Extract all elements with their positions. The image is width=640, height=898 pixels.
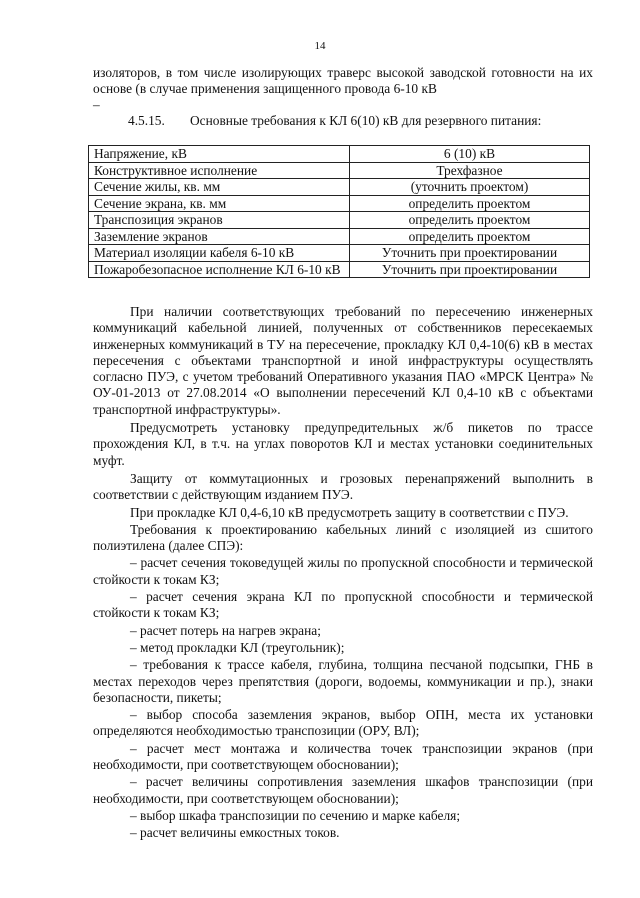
table-cell-param: Материал изоляции кабеля 6-10 кВ [89,245,350,262]
requirements-table [88,145,590,278]
table-row [89,146,590,163]
requirement-item: – расчет величины емкостных токов. [130,825,340,841]
table-row [89,245,590,262]
table-cell-param: Сечение жилы, кв. мм [89,179,350,196]
table-cell-value: Трехфазное [350,162,590,179]
paragraph-xlpe-intro: Требования к проектированию кабельных линий с изоляцией из сшитого полиэтилена (далее СПЭ): [93,521,593,554]
requirement-item: – метод прокладки КЛ (треугольник); [130,639,345,655]
paragraph-crossings: При наличии соответствующих требований по пересечению инженерных коммуникаций кабельной линией, полученных от собственников пересекаемых инженерных коммуникаций в ТУ на пересечение, прокладку КЛ 0,4-10(6) кВ в местах пересечения с объектами транспортной и иной инфраструктуры осуществлять согласно ПУЭ, с учетом требований Оперативного указания ПАО «МРСК Центра» № ОУ-01-2013 от 27.08.2014 «О выполнении пересечений КЛ 0,4-10 кВ с объектами транспортной инфраструктуры». [93,304,593,417]
requirement-item: – расчет потерь на нагрев экрана; [130,622,321,638]
requirement-item: – расчет сечения токоведущей жилы по пропускной способности и термической стойкости к токам КЗ; [93,555,593,587]
requirement-item: – расчет величины сопротивления заземления шкафов транспозиции (при необходимости, при соответствующем обосновании); [93,774,593,806]
table-row [89,162,590,179]
paragraph-protection: При прокладке КЛ 0,4-6,10 кВ предусмотреть защиту в соответствии с ПУЭ. [130,504,569,520]
section-heading [128,113,541,129]
table-row [89,228,590,245]
table-cell-value: определить проектом [350,212,590,229]
table-row [89,179,590,196]
table-row [89,212,590,229]
section-title: Основные требования к КЛ 6(10) кВ для резервного питания: [190,113,542,128]
intro-text: изоляторов, в том числе изолирующих траверс высокой заводской готовности на их основе (в случае применения защищенного провода 6-10 кВ [93,65,593,97]
requirement-item: – расчет сечения экрана КЛ по пропускной способности и термической стойкости к токам КЗ; [93,589,593,621]
table-cell-param: Сечение экрана, кв. мм [89,195,350,212]
body-text [93,304,593,842]
section-number: 4.5.15. [128,113,165,128]
requirement-item: – требования к трассе кабеля, глубина, толщина песчаной подсыпки, ГНБ в местах переходов через препятствия (дороги, водоемы, коммуникации и пр.), знаки безопасности, пикеты; [93,657,593,705]
paragraph-overvoltage: Защиту от коммутационных и грозовых перенапряжений выполнить в соответствии с действующим изданием ПУЭ. [93,470,593,503]
table-cell-param: Конструктивное исполнение [89,162,350,179]
requirement-item: – выбор шкафа транспозиции по сечению и марке кабеля; [130,807,461,823]
paragraph-pickets: Предусмотреть установку предупредительных ж/б пикетов по трассе прохождения КЛ, в т.ч. на углах поворотов КЛ и местах установки соединительных муфт. [93,420,593,468]
page-number: 14 [314,40,326,52]
table-cell-param: Напряжение, кВ [89,146,350,163]
table-cell-param: Заземление экранов [89,228,350,245]
table-cell-value: определить проектом [350,195,590,212]
table-cell-value: Уточнить при проектировании [350,261,590,278]
table-row [89,195,590,212]
requirement-item: – выбор способа заземления экранов, выбор ОПН, места их установки определяются необходимостью транспозиции (ОРУ, ВЛ); [93,707,593,739]
table-row [89,261,590,278]
table-cell-value: Уточнить при проектировании [350,245,590,262]
requirement-item: – расчет мест монтажа и количества точек транспозиции экранов (при необходимости, при соответствующем обосновании); [93,740,593,773]
table-cell-value: 6 (10) кВ [350,146,590,163]
table-cell-value: определить проектом [350,228,590,245]
intro-dash: – [93,97,100,112]
table-cell-param: Транспозиция экранов [89,212,350,229]
table-cell-param: Пожаробезопасное исполнение КЛ 6-10 кВ [89,261,350,278]
table-cell-value: (уточнить проектом) [350,179,590,196]
